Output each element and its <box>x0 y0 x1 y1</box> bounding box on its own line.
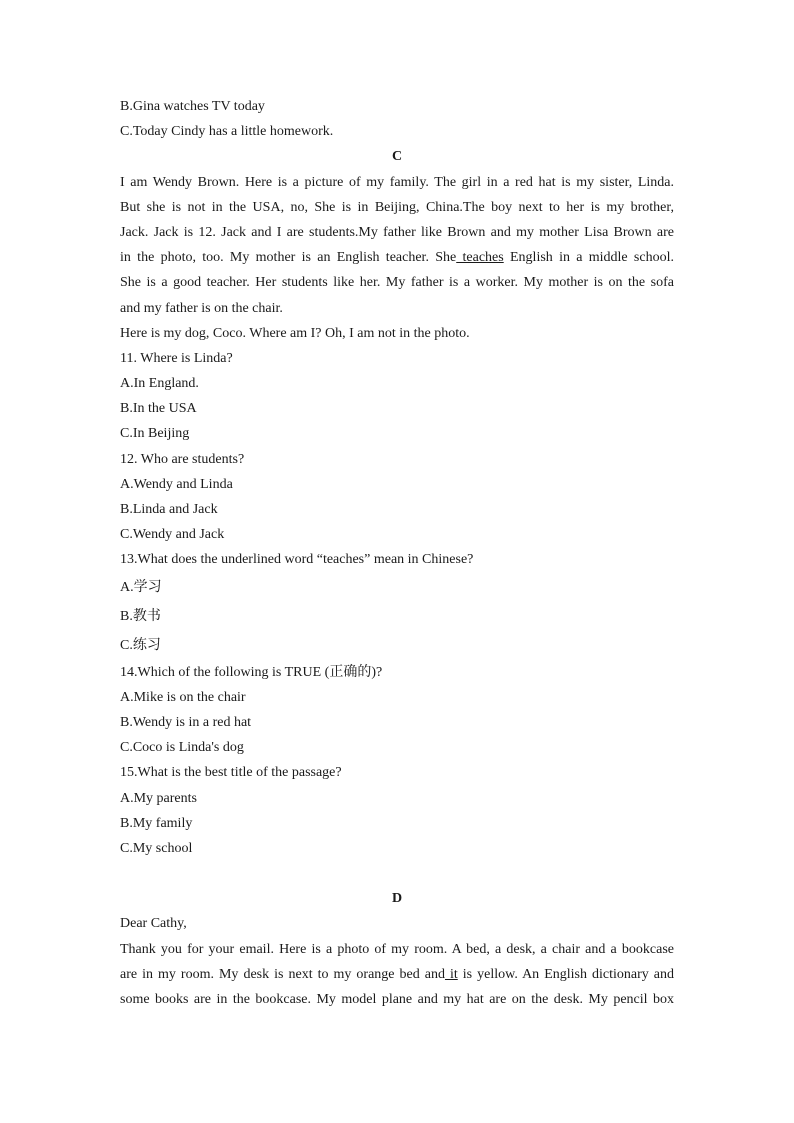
passage-line: Thank you for your email. Here is a photo of my room. A bed, a desk, a chair and a bookcase <box>120 941 674 957</box>
passage-line: Here is my dog, Coco. Where am I? Oh, I am not in the photo. <box>120 325 470 341</box>
passage-text: in the photo, too. My mother is an English teacher. She <box>120 250 457 266</box>
option-c: C.In Beijing <box>120 426 190 442</box>
option-a: A.Mike is on the chair <box>120 689 246 705</box>
passage-text: English in a middle school. <box>503 250 674 266</box>
letter-salutation: Dear Cathy, <box>120 916 187 932</box>
option-c: C.My school <box>120 840 193 856</box>
section-c-passage <box>120 170 674 346</box>
option-c: C.Wendy and Jack <box>120 527 225 543</box>
question-11 <box>120 346 674 447</box>
question-15 <box>120 760 674 861</box>
passage-text: are in my room. My desk is next to my orange bed and <box>120 966 445 982</box>
passage-line: I am Wendy Brown. Here is a picture of my family. The girl in a red hat is my sister, Linda. <box>120 174 674 190</box>
underlined-word-it: it <box>444 966 458 982</box>
passage-line <box>120 962 674 987</box>
section-c-heading: C <box>391 149 403 165</box>
question-text: 14.Which of the following is TRUE (正确的)? <box>120 664 383 680</box>
option-a: A.Wendy and Linda <box>120 476 233 492</box>
option-b: B.Linda and Jack <box>120 502 218 517</box>
prev-option-c: C.Today Cindy has a little homework. <box>120 124 334 140</box>
question-13 <box>120 547 674 659</box>
question-14 <box>120 660 674 761</box>
passage-line: She is a good teacher. Her students like her. My father is a worker. My mother is on the sofa <box>120 275 674 291</box>
passage-text: is yellow. An English dictionary and <box>457 966 674 982</box>
passage-line: Jack. Jack is 12. Jack and I are students.My father like Brown and my mother Lisa Brown are <box>120 224 674 240</box>
passage-line <box>120 245 674 270</box>
prev-option-b: B.Gina watches TV today <box>120 99 265 114</box>
question-text: 11. Where is Linda? <box>120 350 233 366</box>
option-b: B.My family <box>120 815 193 831</box>
underlined-word-teaches: teaches <box>456 250 504 266</box>
option-a: A.学习 <box>120 579 162 595</box>
option-b: B.In the USA <box>120 401 197 417</box>
question-12 <box>120 447 674 548</box>
passage-line: and my father is on the chair. <box>120 300 283 316</box>
option-a: A.In England. <box>120 376 199 392</box>
question-text: 12. Who are students? <box>120 451 245 467</box>
option-b: B.Wendy is in a red hat <box>120 714 252 730</box>
page-content <box>120 94 674 1012</box>
section-d-heading: D <box>391 891 403 907</box>
question-text: 15.What is the best title of the passage? <box>120 765 342 781</box>
option-c: C.Coco is Linda's dog <box>120 740 244 756</box>
passage-line: some books are in the bookcase. My model plane and my hat are on the desk. My pencil box <box>120 992 674 1007</box>
spacer <box>120 861 674 886</box>
question-text: 13.What does the underlined word “teaches” mean in Chinese? <box>120 552 474 568</box>
passage-line: But she is not in the USA, no, She is in Beijing, China.The boy next to her is my brother, <box>120 199 674 215</box>
option-b: B.教书 <box>120 608 161 624</box>
option-a: A.My parents <box>120 790 197 806</box>
option-c: C.练习 <box>120 637 161 653</box>
